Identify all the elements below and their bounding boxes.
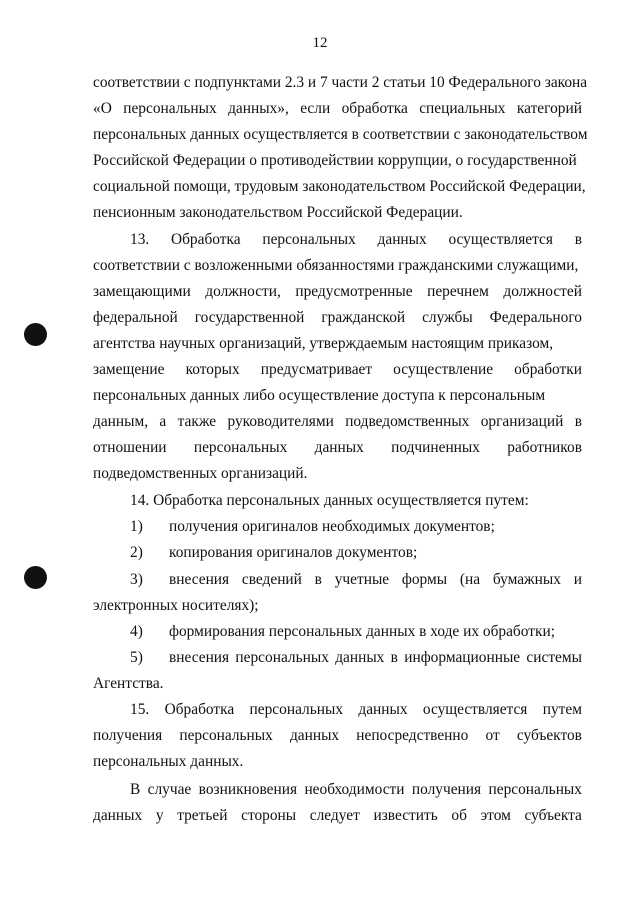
punch-hole-top — [24, 323, 47, 346]
list-number: 1) — [130, 518, 143, 535]
list-number: 3) — [130, 571, 143, 588]
text-line: пенсионным законодательством Российской Федерации. — [93, 204, 463, 221]
text-line: соответствии с подпунктами 2.3 и 7 части 2 статьи 10 Федерального закона — [93, 74, 588, 91]
text-line: Российской Федерации о противодействии коррупции, о государственной — [93, 152, 577, 169]
list-item — [130, 543, 582, 563]
text-line: социальной помощи, трудовым законодательством Российской Федерации, — [93, 178, 586, 195]
text-line: 15. Обработка персональных данных осуществляется путем — [130, 701, 582, 718]
text-line: 13. Обработка персональных данных осуществляется в — [130, 231, 582, 248]
text-line: персональных данных осуществляется в соответствии с законодательством — [93, 126, 588, 143]
text-line: данных у третьей стороны следует известить об этом субъекта — [93, 807, 582, 824]
text-line: отношении персональных данных подчиненных работников — [93, 439, 582, 456]
text-line: Агентства. — [93, 675, 164, 692]
text-line: соответствии с возложенными обязанностями гражданскими служащими, — [93, 257, 579, 274]
list-text: внесения сведений в учетные формы (на бумажных и — [169, 571, 582, 588]
list-number: 5) — [130, 649, 143, 666]
list-text: внесения персональных данных в информационные системы — [169, 649, 582, 666]
list-text: копирования оригиналов документов; — [169, 544, 418, 561]
text-line: агентства научных организаций, утверждаемым настоящим приказом, — [93, 335, 554, 352]
list-item — [130, 570, 582, 590]
text-line: «О персональных данных», если обработка специальных категорий — [93, 100, 582, 117]
text-line: 14. Обработка персональных данных осуществляется путем: — [130, 492, 529, 509]
list-item — [130, 517, 582, 537]
text-line: персональных данных либо осуществление доступа к персональным — [93, 387, 546, 404]
text-line: электронных носителях); — [93, 597, 259, 614]
text-line: подведомственных организаций. — [93, 465, 308, 482]
text-line: федеральной государственной гражданской службы Федерального — [93, 309, 582, 326]
text-line: данным, а также руководителями подведомственных организаций в — [93, 413, 582, 430]
page-number: 12 — [312, 35, 328, 51]
text-line: получения персональных данных непосредственно от субъектов — [93, 727, 582, 744]
list-number: 4) — [130, 623, 143, 640]
text-line: персональных данных. — [93, 753, 244, 770]
text-line: В случае возникновения необходимости получения персональных — [130, 781, 582, 798]
list-text: формирования персональных данных в ходе их обработки; — [169, 623, 555, 640]
list-item — [130, 648, 582, 668]
list-number: 2) — [130, 544, 143, 561]
punch-hole-bottom — [24, 566, 47, 589]
list-item — [130, 622, 582, 642]
text-line: замещение которых предусматривает осуществление обработки — [93, 361, 582, 378]
text-line: замещающими должности, предусмотренные перечнем должностей — [93, 283, 582, 300]
list-text: получения оригиналов необходимых документов; — [169, 518, 495, 535]
